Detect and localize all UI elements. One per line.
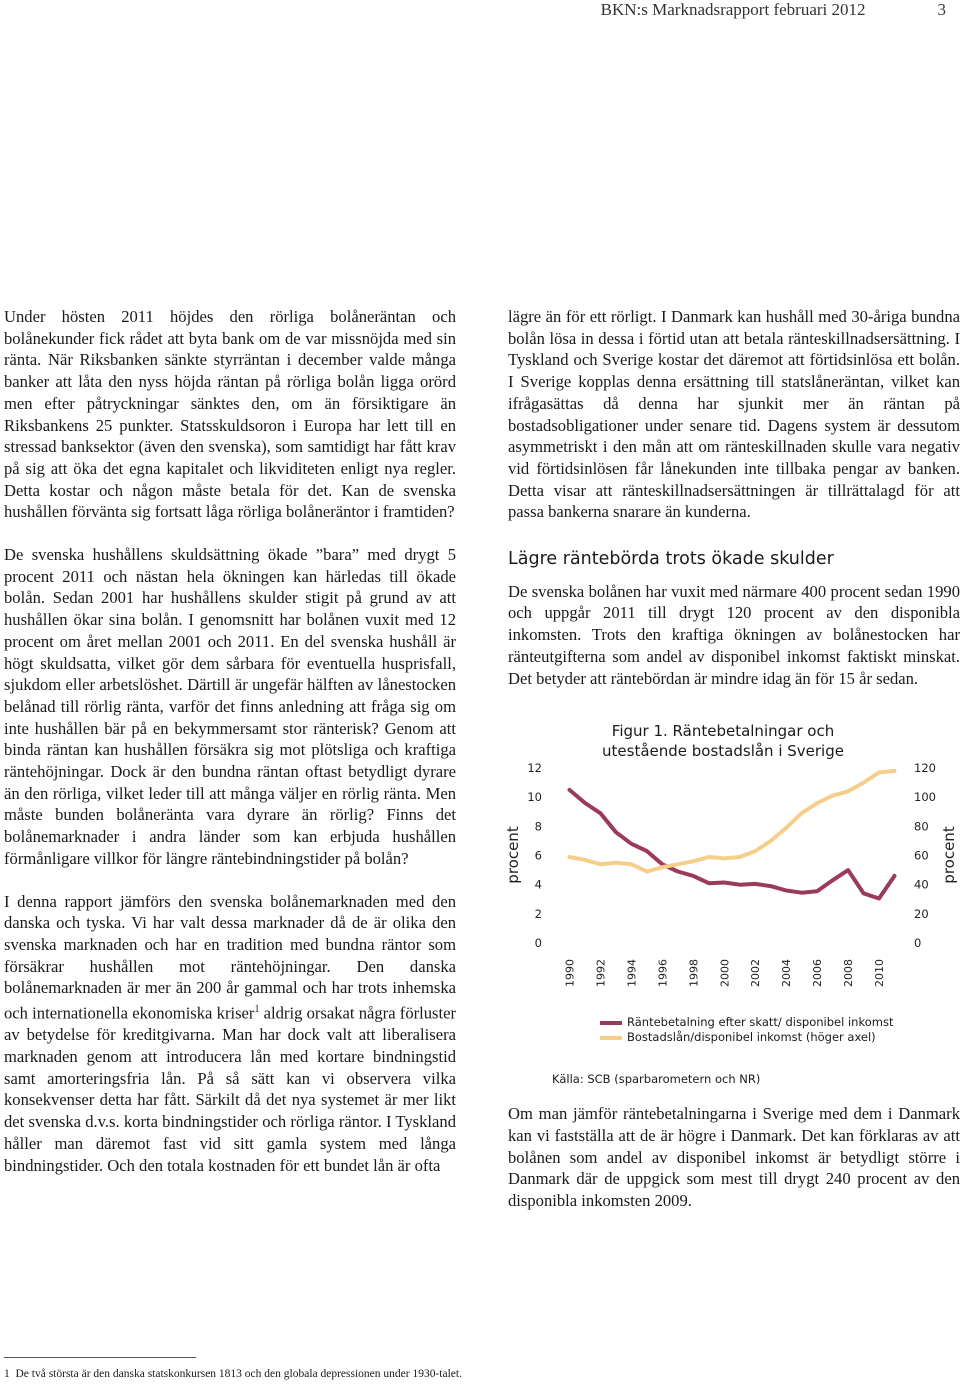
footnote [4,1367,474,1381]
body-paragraph: De svenska hushållens skuldsättning ökade ”bara” med drygt 5 procent 2011 och nästan hela ökningen kan härledas till ökade bolån. Sedan 2001 har hushållens skulder stigit på grund av att hushållen ökar sina bolån. I genomsnitt har bolånen vuxit med 12 procent om året mellan 2001 och 2011. En del svenska hushåll är högt skuldsatta, vilket gör dem sårbara för eventuella husprisfall, sjukdom eller arbetslöshet. Därtill är ungefär hälften av lånestocken belånad till rörlig ränta, varför det finns anledning att fråga sig om inte hushållen bär på en bekymmersamt stor ränterisk? Genom att binda räntan kan hushållen försäkra sig mot plötsliga och kraftiga räntehöjningar. Dock är den bundna räntan oftast betydligt dyrare än den rörliga, vilket leder till att många väljer en rörlig ränta. Men måste bunden bolåneränta vara dyrare än rörlig? Finns det bolånemarknader i andra länder som kan erbjuda hushållen förmånligare villkor för längre räntebindningstider på bolån? [4,545,456,868]
y-right-tick-label: 80 [914,819,929,834]
right-column [504,306,960,1212]
footnote-text: De två största är den danska statskonkursen 1813 och den globala depressionen under 1930-talet. [15,1368,462,1380]
y-left-axis-label: procent [504,826,522,884]
series-line-1 [570,790,895,899]
y-right-tick-label: 40 [914,877,929,892]
y-right-tick-label: 20 [914,907,929,922]
x-tick-label: 2004 [780,959,794,988]
y-left-tick-label: 2 [534,907,542,922]
chart-legend [600,1015,893,1045]
y-right-tick-label: 100 [914,790,936,805]
legend-label: Bostadslån/disponibel inkomst (höger axel) [627,1030,876,1045]
x-tick-label: 2002 [749,959,763,988]
y-left-tick-label: 12 [527,761,542,776]
y-left-tick-label: 6 [534,848,542,863]
x-tick-label: 1992 [594,959,608,988]
paragraph-text: I denna rapport jämförs den svenska bolånemarknaden med den danska och tyska. Vi har valt dessa marknader då de är olika den svenska marknaden och har en tradition med bundna räntor som försäkrar hushållen mot räntehöjningar. Den danska bolånemarknaden är mer än 200 år gammal och har trots inhemska och internationella ekonomiska kriser [4,891,456,1023]
x-tick-label: 2010 [873,959,887,988]
figure-1 [504,703,960,1087]
figure-title-line: utestående bostadslån i Sverige [602,742,844,761]
x-tick-label: 2008 [842,959,856,988]
y-left-tick-label: 0 [534,936,542,951]
legend-item [600,1015,893,1030]
y-right-axis-label: procent [940,826,958,884]
x-tick-label: 1996 [656,959,670,988]
page-number: 3 [937,0,946,19]
body-paragraph: Om man jämför räntebetalningarna i Sverige med dem i Danmark kan vi fastställa att de är högre i Danmark. Det kan förklaras av att bolånen som andel av disponibel inkomst är betydligt större i Danmark där de uppgick som mest till drygt 240 procent av den disponibla inkomsten 2009. [508,1104,960,1211]
x-tick-label: 2006 [811,959,825,988]
y-left-tick-label: 4 [534,877,542,892]
footnote-reference: 1 [254,1004,260,1016]
report-title: BKN:s Marknadsrapport februari 2012 [600,0,866,19]
figure-title-line: Figur 1. Räntebetalningar och [611,722,835,741]
body-paragraph: Under hösten 2011 höjdes den rörliga bolåneräntan och bolånekunder fick rådet att byta bank om de var missnöjda med sin ränta. När Riksbanken sänkte styrräntan i december valde många banker att låta den nyss höjda räntan på rörliga bolån ligga orörd men efter påtryckningar sänktes den, om än försiktigare än Riksbankens 25 punkter. Statsskuldsoron i Europa har lett till en stressad banksektor (även den svenska), som samtidigt har fått krav på sig att öka det egna kapitalet och likviditeten enligt nya regler. Detta kostar och någon måste betala för det. Kan de svenska hushållen förvänta sig fortsatt låga rörliga bolåneräntor i framtiden? [4,307,456,522]
y-right-tick-label: 120 [914,761,936,776]
series-line-2 [570,771,895,872]
figure-title [508,721,938,761]
page-header [601,0,946,20]
paragraph-text: aldrig orsakat några förluster av betydelse för kreditgivarna. Man har dock valt att liberalisera marknaden genom att introducera lån med kortare bindningstid samt amorteringsfria lån. På så sätt kan vi observera vilka konsekvenser detta har fått. Särkilt då det nya systemet är mer likt det svenska d.v.s. korta bindningstider och rörliga räntor. I Tyskland håller man däremot fast vid sitt gamla system med långa bindningstider. Och den totala kostnaden för ett bundet lån är ofta [4,1003,457,1175]
body-paragraph: De svenska bolånen har vuxit med närmare 400 procent sedan 1990 och uppgår 2011 till drygt 120 procent av den disponibla inkomsten. Trots den kraftiga ökningen av bolånestocken har ränteutgifterna som andel av disponibel inkomst faktiskt minskat. Det betyder att räntebördan är mindre idag än för 15 år sedan. [508,581,960,688]
legend-item [600,1030,893,1045]
legend-swatch [600,1036,622,1040]
legend-label: Räntebetalning efter skatt/ disponibel inkomst [627,1015,894,1030]
body-paragraph [4,891,456,1177]
x-tick-label: 2000 [718,959,732,988]
body-paragraph: lägre än för ett rörligt. I Danmark kan hushåll med 30-åriga bundna bolån lösa in dessa i förtid utan att betala ränteskillnadsersättning. I Tyskland och Sverige kostar det däremot att förtidsinlösa ett bolån. I Sverige kopplas denna ersättning till statslåneräntan, vilket kan ifrågasättas då denna har sjunkit mer än räntan på bostadsobligationer under senare tid. Dagens system är dessutom asymmetriskt i den mån att om ränteskillnaden skulle vara negativ vid förtidsinlösen får lånekunden inte tillbaka pengar av banken. Detta visar att ränteskillnadsersättningen är tillrättalagd för att passa bankerna snarare än kunderna. [508,307,960,522]
x-tick-label: 1998 [687,959,701,988]
figure-source: Källa: SCB (sparbarometern och NR) [552,1072,761,1087]
y-right-tick-label: 60 [914,848,929,863]
footnote-number: 1 [4,1368,10,1380]
y-left-tick-label: 8 [534,819,542,834]
footnote-rule [4,1357,196,1358]
left-column [4,306,456,1176]
y-left-tick-label: 10 [527,790,542,805]
y-right-tick-label: 0 [914,936,922,951]
section-subheading: Lägre räntebörda trots ökade skulder [508,549,834,570]
legend-swatch [600,1021,622,1025]
x-tick-label: 1994 [625,959,639,988]
x-tick-label: 1990 [563,959,577,988]
